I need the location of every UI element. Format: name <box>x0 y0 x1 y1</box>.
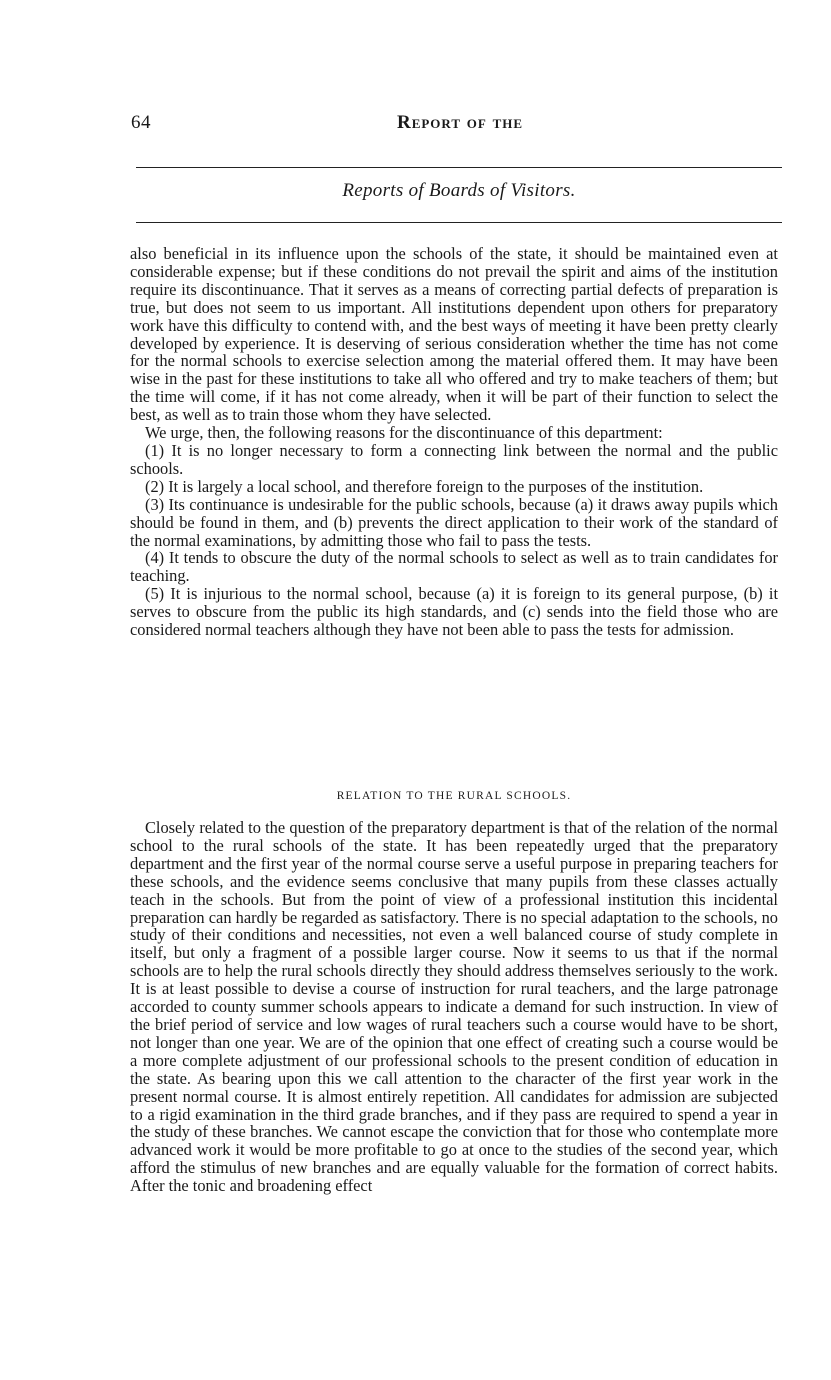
reason-item: (4) It tends to obscure the duty of the normal schools to select as well as to train candidates for teaching. <box>130 548 778 586</box>
reason-item: (3) Its continuance is undesirable for the public schools, because (a) it draws away pupils which should be found in them, and (b) prevents the direct application to their work of the standard of the normal examinations, by admitting those who fail to pass the tests. <box>130 494 778 550</box>
paragraph: Closely related to the question of the preparatory department is that of the relation of the normal school to the rural schools of the state. It has been repeatedly urged that the preparatory department and the first year of the normal course serve a useful purpose in preparing teachers for these schools, and the evidence seems conclusive that many pupils from these classes actually teach in the schools. But from the point of view of a professional institution this incidental preparation can hardly be regarded as satisfactory. There is no special adaptation to the schools, no study of their conditions and necessities, not even a well balanced course of study complete in itself, but only a fragment of a possible larger course. Now it seems to us that if the normal schools are to help the rural schools directly they should address themselves seriously to the work. It is at least possible to devise a course of instruction for rural teachers, and the large patronage accorded to county summer schools appears to indicate a demand for such instruction. In view of the brief period of service and low wages of rural teachers such a course would have to be short, not longer than one year. We are of the opinion that one effect of creating such a course would be a more complete adjustment of our professional schools to the present condition of education in the state. As bearing upon this we call attention to the character of the first year work in the present normal course. It is almost entirely repetition. All candidates for admission are subjected to a rigid examination in the third grade branches, and if they pass are required to spend a year in the study of these branches. We cannot escape the conviction that for those who contemplate more advanced work it would be more profitable to go at once to the studies of the second year, which afford the stimulus of new branches and are equally valuable for the formation of correct habits. After the tonic and broadening effect <box>130 818 778 1196</box>
reason-item: (5) It is injurious to the normal school, because (a) it is foreign to its general purpose, (b) it serves to obscure from the public its high standards, and (c) sends into the field those who are considered normal teachers although they have not been able to pass the tests for admission. <box>130 584 778 640</box>
header-rule-bottom <box>136 222 782 223</box>
reason-item: (2) It is largely a local school, and therefore foreign to the purposes of the institution. <box>145 476 704 496</box>
page-number: 64 <box>131 112 151 133</box>
running-head: Report of the <box>396 112 524 133</box>
header-rule-top <box>136 167 782 168</box>
paragraph: also beneficial in its influence upon the schools of the state, it should be maintained even at considerable expense; but if these conditions do not prevail the spirit and aims of the institution require its discontinuance. That it serves as a means of correcting partial defects of preparation is true, but does not seem to us important. All institutions dependent upon others for preparatory work have this difficulty to contend with, and the best ways of meeting it have been pretty clearly developed by experience. It is deserving of serious consideration whether the time has not come for the normal schools to exercise selection among the material offered them. It may have been wise in the past for these institutions to take all who offered and try to make teachers of them; but the time will come, if it has not come already, when it will be part of their function to select the best, as well as to train those whom they have selected. <box>130 244 778 425</box>
reason-item: (1) It is no longer necessary to form a connecting link between the normal and the public schools. <box>130 440 778 478</box>
subheading: RELATION TO THE RURAL SCHOOLS. <box>336 790 572 802</box>
paragraph: We urge, then, the following reasons for the discontinuance of this department: <box>145 423 663 443</box>
body-text-upper <box>130 245 778 639</box>
section-title: Reports of Boards of Visitors. <box>342 180 576 201</box>
body-text-lower <box>130 819 778 1195</box>
